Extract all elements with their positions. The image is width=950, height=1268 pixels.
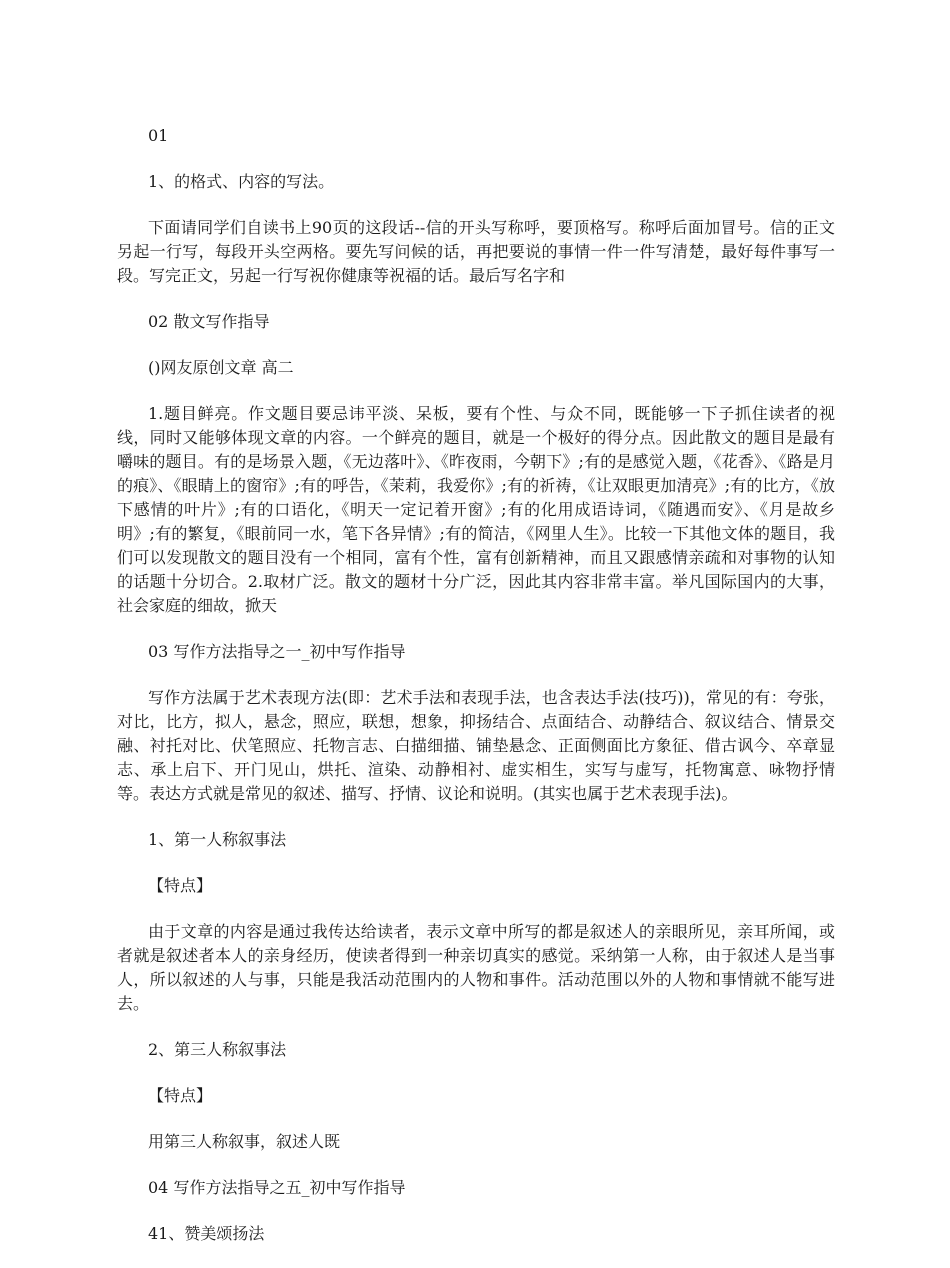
document-body (117, 124, 835, 1268)
paragraph: 写作方法属于艺术表现方法(即：艺术手法和表现手法，也含表达手法(技巧))，常见的有：夸张，对比，比方，拟人，悬念，照应，联想，想象，抑扬结合、点面结合、动静结合、叙议结合、情景交融、衬托对比、伏笔照应、托物言志、白描细描、铺垫悬念、正面侧面比方象征、借古讽今、卒章显志、承上启下、开门见山，烘托、渲染、动静相衬、虚实相生，实写与虚写，托物寓意、咏物抒情等。表达方式就是常见的叙述、描写、抒情、议论和说明。(其实也属于艺术表现手法)。 (117, 688, 835, 803)
subheading: 2、第三人称叙事法 (148, 1040, 287, 1059)
paragraph: 用第三人称叙事，叙述人既 (148, 1132, 341, 1151)
section-number: 01 (148, 126, 169, 145)
section-heading: 02 散文写作指导 (148, 312, 270, 331)
feature-label: 【特点】 (148, 876, 213, 895)
subheading: 41、赞美颂扬法 (148, 1224, 265, 1243)
paragraph-heading: 1、的格式、内容的写法。 (148, 172, 335, 191)
subheading: 1、第一人称叙事法 (148, 830, 287, 849)
paragraph: 下面请同学们自读书上90页的这段话--信的开头写称呼，要顶格写。称呼后面加冒号。信的正文另起一行写，每段开头空两格。要先写问候的话，再把要说的事情一件一件写清楚，最好每件事写一段。写完正文，另起一行写祝你健康等祝福的话。最后写名字和 (117, 218, 835, 285)
section-heading: 04 写作方法指导之五_初中写作指导 (148, 1178, 406, 1197)
paragraph: 1.题目鲜亮。作文题目要忌讳平淡、呆板，要有个性、与众不同，既能够一下子抓住读者的视线，同时又能够体现文章的内容。一个鲜亮的题目，就是一个极好的得分点。因此散文的题目是最有嚼味的题目。有的是场景入题，《无边落叶》、《昨夜雨，今朝下》;有的是感觉入题，《花香》、《路是月的痕》、《眼睛上的窗帘》;有的呼告，《茉莉，我爱你》;有的祈祷，《让双眼更加清亮》;有的比方，《放下感情的叶片》;有的口语化，《明天一定记着开窗》;有的化用成语诗词，《随遇而安》、《月是故乡明》;有的繁复，《眼前同一水，笔下各异情》;有的简洁，《网里人生》。比较一下其他文体的题目，我们可以发现散文的题目没有一个相同，富有个性，富有创新精神，而且又跟感情亲疏和对事物的认知的话题十分切合。2.取材广泛。散文的题材十分广泛，因此其内容非常丰富。举凡国际国内的大事，社会家庭的细故，掀天 (117, 404, 835, 615)
source-line: ()网友原创文章 高二 (148, 358, 294, 377)
feature-label: 【特点】 (148, 1086, 213, 1105)
paragraph: 由于文章的内容是通过我传达给读者，表示文章中所写的都是叙述人的亲眼所见，亲耳所闻，或者就是叙述者本人的亲身经历，使读者得到一种亲切真实的感觉。采纳第一人称，由于叙述人是当事人，所以叙述的人与事，只能是我活动范围内的人物和事件。活动范围以外的人物和事情就不能写进去。 (117, 922, 835, 1013)
section-heading: 03 写作方法指导之一_初中写作指导 (148, 642, 406, 661)
